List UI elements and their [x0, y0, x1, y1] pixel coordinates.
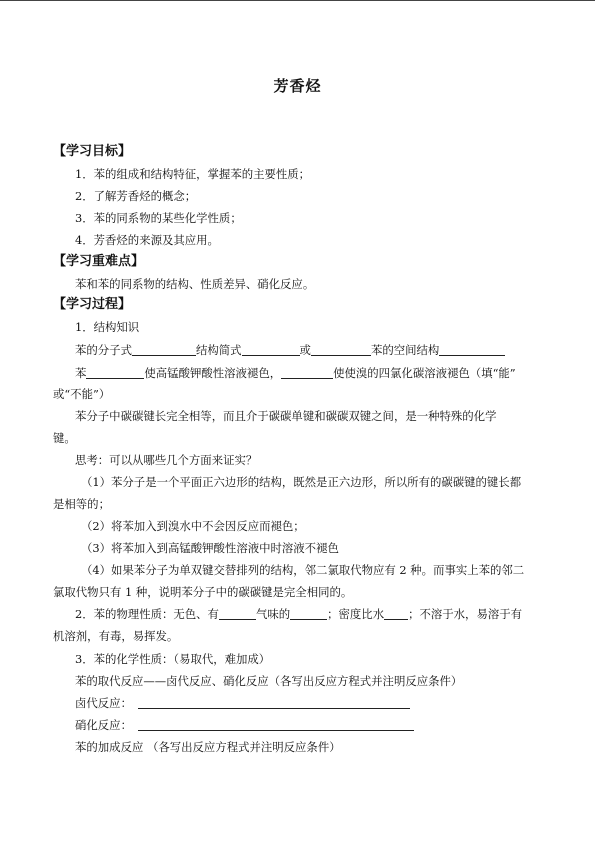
bond-text-cont: 键。	[53, 431, 76, 445]
fill-text: 使使溴的四氯化碳溶液褪色（填“能”	[333, 366, 516, 380]
evidence-item-cont: 氯取代物只有 1 种，说明苯分子中的碳碳键是完全相同的。	[53, 585, 353, 599]
key-points-text: 苯和苯的同系物的结构、性质差异、硝化反应。	[75, 277, 315, 291]
objective-item: 3．苯的同系物的某些化学性质；	[75, 211, 242, 225]
nitration-line	[75, 718, 414, 732]
structure-fill-line	[75, 343, 505, 357]
fill-text: 苯	[75, 366, 87, 380]
evidence-item: （1）苯分子是一个平面正六边形的结构，既然是正六边形，所以所有的碳碳键的键长都	[81, 475, 522, 489]
physical-properties-cont: 机溶剂，有毒，易挥发。	[53, 629, 179, 643]
formula-blank[interactable]	[132, 344, 196, 356]
kmno4-blank[interactable]	[86, 367, 144, 379]
fill-text: ；不溶于水，易溶于有	[408, 607, 523, 621]
nitration-label: 硝化反应：	[75, 718, 132, 732]
alt-formula-blank[interactable]	[311, 344, 371, 356]
halogenation-label: 卤代反应：	[75, 696, 132, 710]
objectives-heading: 【学习目标】	[53, 144, 132, 159]
state-blank[interactable]	[290, 608, 327, 620]
bond-text: 苯分子中碳碳键长完全相等，而且介于碳碳单键和碳碳双键之间，是一种特殊的化学	[75, 409, 497, 423]
halogenation-blank[interactable]	[138, 697, 410, 709]
process-heading: 【学习过程】	[53, 297, 132, 312]
spatial-structure-blank[interactable]	[439, 344, 505, 356]
fill-text: 苯的分子式	[75, 343, 132, 357]
key-points-heading: 【学习重难点】	[53, 254, 145, 269]
physical-properties-line	[75, 607, 522, 621]
fill-text: ；密度比水	[327, 607, 385, 621]
chemical-title: 3．苯的化学性质：（易取代，难加成）	[75, 652, 271, 666]
evidence-item: （3）将苯加入到高锰酸钾酸性溶液中时溶液不褪色	[81, 541, 339, 555]
fill-text: 或	[299, 343, 311, 357]
substitution-text: 苯的取代反应——卤代反应、硝化反应（各写出反应方程式并注明反应条件）	[75, 674, 463, 688]
addition-text: 苯的加成反应 （各写出反应方程式并注明反应条件）	[75, 740, 341, 754]
bromine-blank[interactable]	[281, 367, 333, 379]
odor-blank[interactable]	[219, 608, 256, 620]
halogenation-line	[75, 696, 410, 710]
reactivity-fill-line	[75, 366, 516, 380]
fill-text: 结构简式	[195, 343, 242, 357]
fill-text: 2．苯的物理性质：无色、有	[75, 607, 219, 621]
objective-item: 4．芳香烃的来源及其应用。	[75, 233, 219, 247]
objective-item: 1．苯的组成和结构特征，掌握苯的主要性质；	[75, 167, 311, 181]
top-rule	[0, 0, 595, 1]
fill-text: 苯的空间结构	[370, 343, 440, 357]
density-blank[interactable]	[384, 608, 408, 620]
structure-title: 1．结构知识	[75, 320, 140, 334]
reactivity-fill-cont: 或“不能”）	[53, 387, 111, 401]
evidence-item: （4）如果苯分子为单双键交替排列的结构，邻二氯取代物应有 2 种。而事实上苯的邻二	[81, 563, 525, 577]
objective-item: 2．了解芳香烃的概念；	[75, 189, 197, 203]
fill-text: 气味的	[255, 607, 291, 621]
evidence-item-cont: 是相等的；	[53, 497, 110, 511]
nitration-blank[interactable]	[138, 719, 414, 731]
page-title: 芳香烃	[273, 77, 322, 95]
evidence-item: （2）将苯加入到溴水中不会因反应而褪色；	[81, 519, 305, 533]
think-question: 思考：可以从哪些几个方面来证实？	[75, 453, 258, 467]
fill-text: 使高锰酸钾酸性溶液褪色，	[144, 366, 282, 380]
structural-formula-blank[interactable]	[242, 344, 300, 356]
